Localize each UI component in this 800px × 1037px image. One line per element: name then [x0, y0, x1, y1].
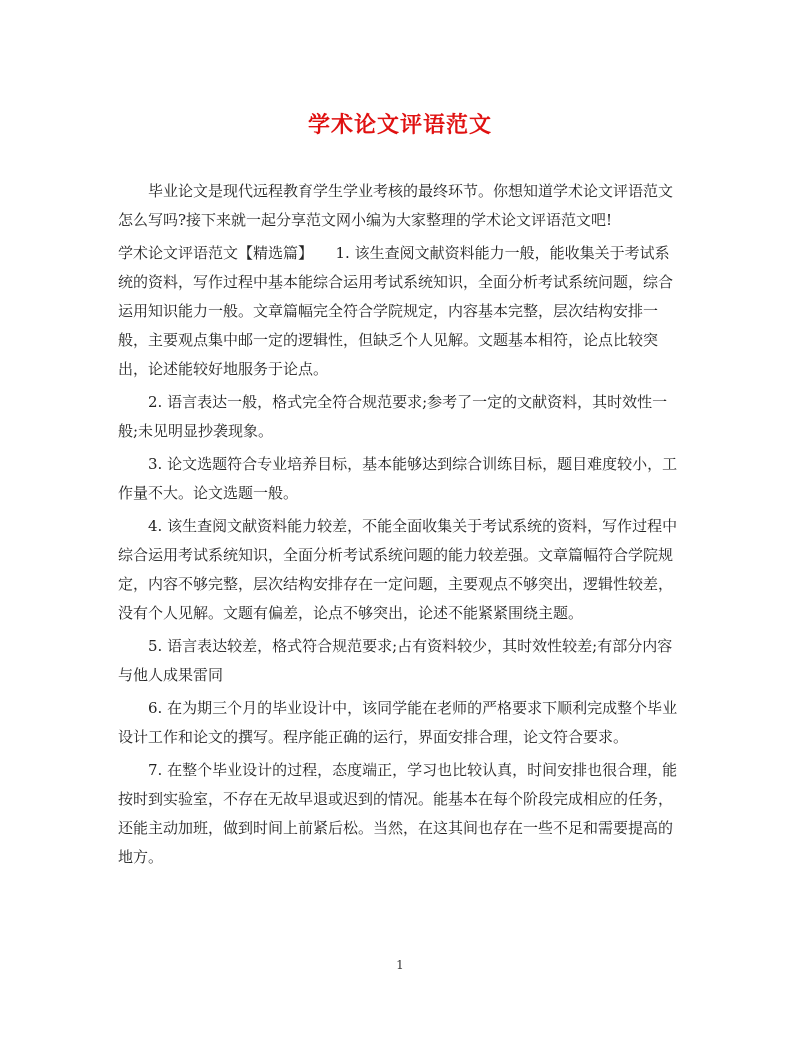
comment-paragraph-5: 5. 语言表达较差，格式符合规范要求;占有资料较少，其时效性较差;有部分内容与他人成果雷同 [118, 637, 673, 684]
comment-paragraph-6: 6. 在为期三个月的毕业设计中，该同学能在老师的严格要求下顺利完成整个毕业设计工作和论文的撰写。程序能正确的运行，界面安排合理，论文符合要求。 [118, 699, 678, 746]
page-number: 1 [396, 958, 404, 972]
document-title: 学术论文评语范文 [307, 112, 492, 138]
comment-paragraph-2: 2. 语言表达一般，格式完全符合规范要求;参考了一定的文献资料，其时效性一般;未见明显抄袭现象。 [118, 393, 668, 440]
comment-paragraph-3: 3. 论文选题符合专业培养目标，基本能够达到综合训练目标，题目难度较小，工作量不大。论文选题一般。 [118, 455, 678, 502]
comment-paragraph-7: 7. 在整个毕业设计的过程，态度端正，学习也比较认真，时间安排也很合理，能按时到实验室，不存在无故早退或迟到的情况。能基本在每个阶段完成相应的任务，还能主动加班，做到时间上前紧后松。当然，在这其间也存在一些不足和需要提高的地方。 [118, 761, 678, 866]
document-body [118, 177, 684, 876]
comment-paragraph-4: 4. 该生查阅文献资料能力较差，不能全面收集关于考试系统的资料，写作过程中综合运用考试系统知识，全面分析考试系统问题的能力较差强。文章篇幅符合学院规定，内容不够完整，层次结构安排存在一定问题，主要观点不够突出，逻辑性较差，没有个人见解。文题有偏差，论点不够突出，论述不能紧紧围绕主题。 [118, 517, 678, 622]
intro-paragraph: 毕业论文是现代远程教育学生学业考核的最终环节。你想知道学术论文评语范文怎么写吗?接下来就一起分享范文网小编为大家整理的学术论文评语范文吧! [118, 182, 674, 229]
first-comment-paragraph: 学术论文评语范文【精选篇】 1. 该生查阅文献资料能力一般，能收集关于考试系统的资料，写作过程中基本能综合运用考试系统知识，全面分析考试系统问题，综合运用知识能力一般。文章篇幅完全符合学院规定，内容基本完整，层次结构安排一般，主要观点集中邮一定的逻辑性，但缺乏个人见解。文题基本相符，论点比较突出，论述能较好地服务于论点。 [118, 244, 674, 378]
